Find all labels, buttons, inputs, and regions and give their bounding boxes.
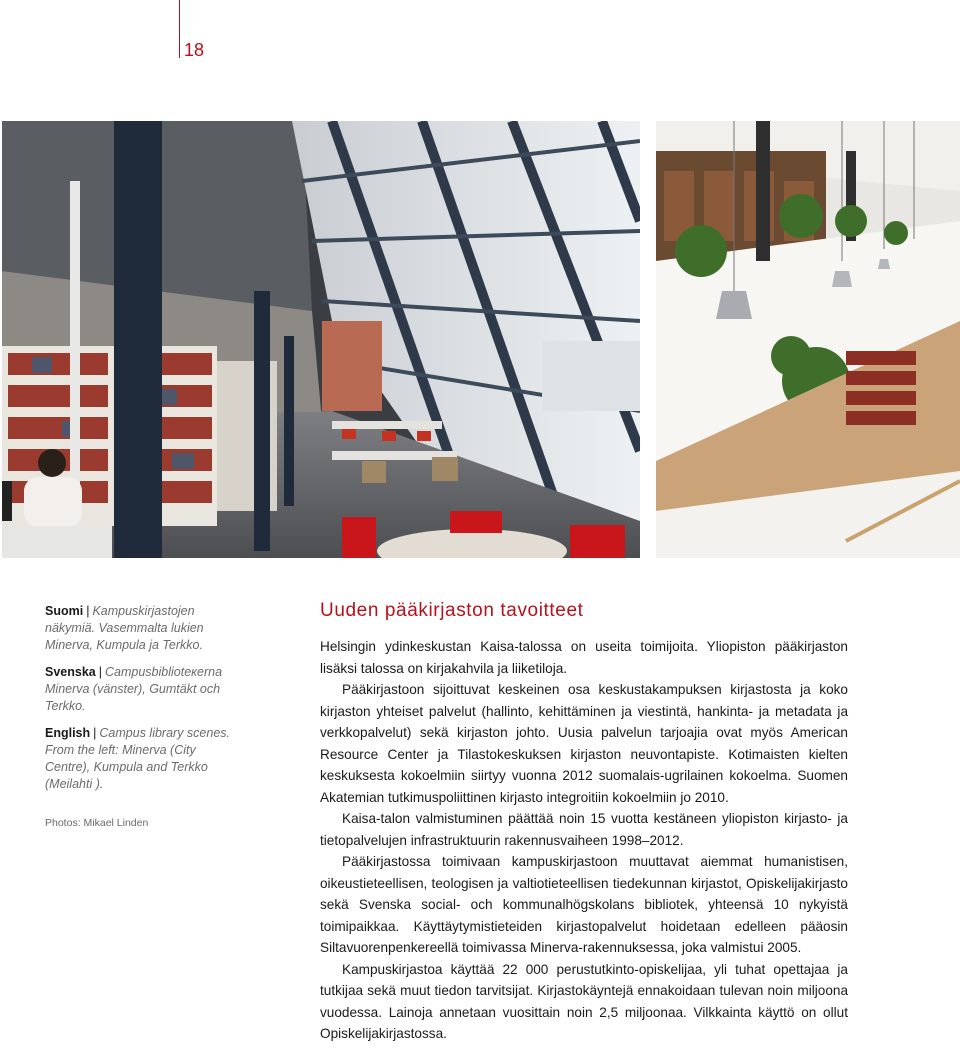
article-paragraph: Helsingin ydinkeskustan Kaisa-talossa on useita toimijoita. Yliopiston pääkirjaston lisäksi talossa on kirjakahvila ja liiketiloja. [320,639,848,676]
caption-text: Kampuskirjastojen näkymiä. Vasemmalta lukien Minerva, Kumpula ja Terkko. [45,604,204,652]
caption-column [45,603,230,832]
caption-lang-label: Suomi [45,604,84,618]
photo-library-gallery [656,121,960,558]
caption-finnish [45,603,230,654]
caption-text: Campusbiblioteкerna Minerva (vänster), Gumtäkt och Terkko. [45,665,223,713]
article-paragraph: Kampuskirjastoa käyttää 22 000 perustutkinto-opiskelijaa, yli tuhat opettajaa ja tutkijaa sekä muut tiedon tarvitsijat. Kirjastokäyntejä ennakoidaan tulevan noin miljoona vuodessa. Lainoja annetaan vuosittain noin 2,5 miljoonaa. Vilkkainta käyttö on ollut Opiskelijakirjastossa. [320,961,848,1041]
caption-separator: | [93,726,97,740]
caption-english [45,725,230,793]
article-paragraph: Pääkirjastoon sijoittuvat keskeinen osa keskustakampuksen kirjastosta ja koko kirjaston yhteiset palvelut (hallinto, kehittäminen ja viestintä, hankinta- ja metadata ja verkkopalvelut) sekä kirjaston johto. Uusia palvelun tarjoajia ovat myös American Resource Center ja Tilastokeskuksen kirjaston neuvontapiste. Kotimaisten kielten keskuksesta kokoelmiin siirtyy vuonna 2012 suomalais-ugrilainen kokoelma. Suomen Akatemian tutkimuspoliittinen kirjasto integroitiin kokoelmiin jo 2010. [320,682,848,805]
caption-separator: | [86,604,90,618]
caption-lang-label: Svenska [45,665,96,679]
article-paragraph: Kaisa-talon valmistuminen päättää noin 15 vuotta kestäneen yliopiston kirjasto- ja tietopalvelujen infrastruktuurin rakennusvaiheen 1998–2012. [320,811,848,848]
caption-swedish [45,664,230,715]
caption-text: Campus library scenes. From the left: Minerva (City Centre), Kumpula and Terkko (Meilahti ). [45,726,231,791]
caption-lang-label: English [45,726,91,740]
article [320,600,848,1045]
article-paragraph: Pääkirjastossa toimivaan kampuskirjastoon muuttavat aiemmat humanistisen, oikeustieteellisen, teologisen ja valtiotieteellisen tiedekunnan kirjastot, Opiskelijakirjasto sekä Svenska social- och kommunalhögskolans bibliotek, yhteensä 10 nykyistä toimipaikkaa. Käyttäytymistieteiden kirjastopalvelut hoidetaan edelleen pääosin Siltavuorenpenkereellä toimivassa Minerva-rakennuksessa, joka valmistui 2005. [320,854,848,955]
page-rule [179,0,180,58]
photo-credit: Photos: Mikael Linden [45,817,149,829]
page-number: 18 [184,40,205,60]
article-heading: Uuden pääkirjaston tavoitteet [320,600,584,621]
photo-library-interior [2,121,640,558]
caption-separator: | [98,665,102,679]
